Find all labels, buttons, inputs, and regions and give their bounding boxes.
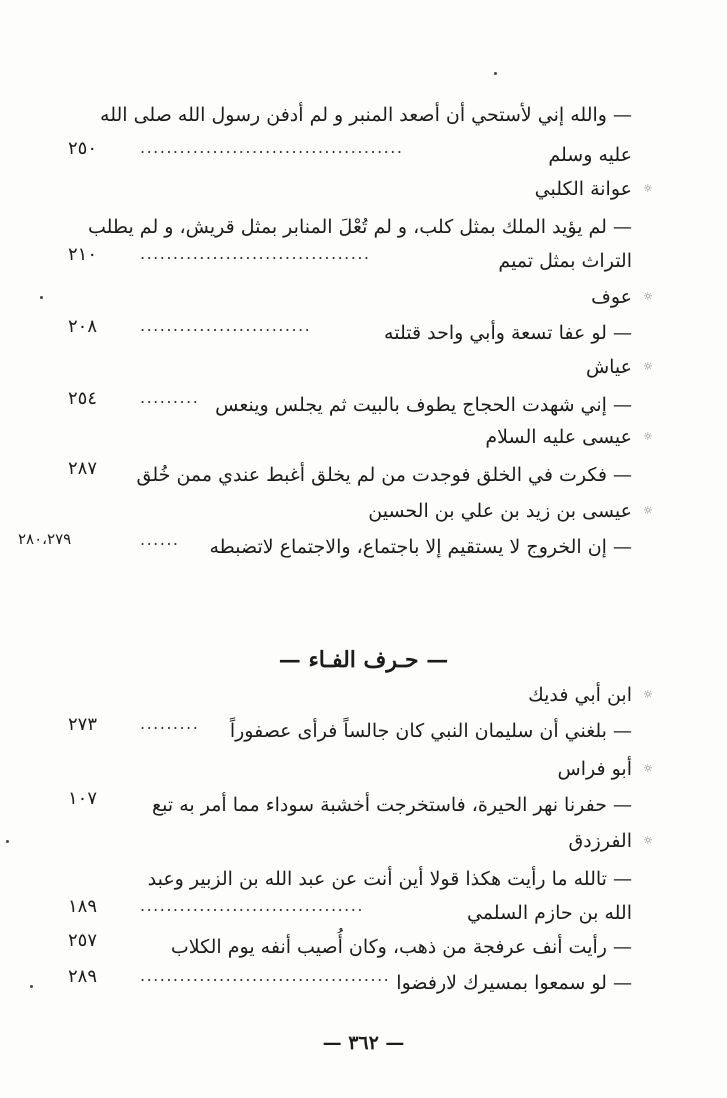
quote-text: — والله إني لأستحي أن أصعد المنبر و لم أدفن رسول الله صلى الله (100, 104, 632, 126)
quote-line (100, 98, 632, 132)
ink-speck (40, 296, 43, 299)
entry-marker: ☼ (643, 688, 653, 701)
quote-text: — رأيت أنف عرفجة من ذهب، وكان أُصيب أنفه يوم الكلاب (170, 936, 632, 958)
page-reference: ٢١٠ (68, 244, 98, 265)
entry-marker: ☼ (643, 360, 653, 373)
quote-text: الله بن حازم السلمي (466, 902, 632, 924)
page-reference: ١٠٧ (68, 788, 98, 809)
leader-dots: ...................................... (140, 966, 390, 985)
page-reference: ٢٥٠ (68, 138, 98, 159)
page-reference: ٢٥٤ (68, 388, 98, 409)
quote-text: — حفرنا نهر الحيرة، فاستخرجت أخشبة سوداء مما أمر به تبع (152, 794, 632, 816)
quote-line (332, 316, 632, 350)
narrator-name: أبو فراس (557, 758, 632, 780)
ink-speck (30, 985, 33, 988)
quote-text: — إن الخروج لا يستقيم إلا باجتماع، والاجتماع لاتضبطه (209, 536, 632, 558)
ink-speck (494, 72, 497, 75)
entry-marker: ☼ (643, 182, 653, 195)
entry-marker: ☼ (643, 430, 653, 443)
entry-marker: ☼ (643, 834, 653, 847)
page-reference: ٢٨٠،٢٧٩ (18, 530, 72, 548)
narrator-name: عيسى عليه السلام (485, 426, 632, 448)
quote-line (212, 388, 632, 422)
narrator-name: عياش (585, 356, 632, 378)
page-number: — ٣٦٢ — (322, 1032, 405, 1054)
page-reference: ٢٨٩ (68, 966, 98, 987)
leader-dots: .......................... (140, 316, 312, 335)
quote-line (209, 530, 632, 564)
entry-marker: ☼ (643, 762, 653, 775)
quote-text: — إني شهدت الحجاج يطوف بالبيت ثم يجلس وينعس (215, 394, 632, 416)
quote-text: التراث بمثل تميم (498, 250, 632, 272)
ink-speck (6, 840, 9, 843)
narrator-name: عوانة الكلبي (534, 178, 632, 200)
quote-line (87, 210, 632, 244)
quote-line (382, 966, 632, 1000)
quote-text: — بلغني أن سليمان النبي كان جالساً فرأى عصفوراً (229, 720, 632, 742)
quote-text: — لم يؤيد الملك بمثل كلب، و لم تُعْلَ المنابر بمثل قريش، و لم يطلب (87, 216, 632, 238)
quote-text: — لو سمعوا بمسيرك لارفضوا (396, 972, 632, 994)
quote-line (132, 862, 632, 896)
narrator-name: عيسى بن زيد بن علي بن الحسين (368, 500, 632, 522)
entry-marker: ☼ (643, 504, 653, 517)
quote-line (229, 714, 632, 748)
narrator-name: عوف (591, 286, 632, 308)
narrator-name: الفرزدق (568, 830, 632, 852)
narrator-name: ابن أبي فديك (528, 684, 632, 706)
leader-dots: ...... (140, 530, 180, 549)
page-reference: ٢٥٧ (68, 930, 98, 951)
entry-marker: ☼ (643, 290, 653, 303)
quote-line (432, 896, 632, 930)
page-reference: ٢٠٨ (68, 316, 98, 337)
leader-dots: ......... (140, 714, 200, 733)
quote-line (132, 930, 632, 964)
page-reference: ٢٨٧ (68, 458, 98, 479)
leader-dots: ........................................ (140, 138, 404, 157)
section-heading: — حـرف الفـاء — (278, 647, 449, 673)
quote-line (132, 458, 632, 492)
quote-text: عليه وسلم (548, 144, 632, 166)
quote-text: — فكرت في الخلق فوجدت من لم يخلق أغبط عندي ممن خُلق (136, 464, 632, 486)
page-reference: ١٨٩ (68, 896, 98, 917)
leader-dots: ......... (140, 388, 200, 407)
quote-line (132, 788, 632, 822)
page-reference: ٢٧٣ (68, 714, 98, 735)
leader-dots: ................................... (140, 244, 371, 263)
quote-text: — لو عفا تسعة وأبي واحد قتلته (384, 322, 632, 344)
leader-dots: .................................. (140, 896, 364, 915)
quote-text: — تالله ما رأيت هكذا قولا أين أنت عن عبد الله بن الزبير وعبد (147, 868, 632, 890)
